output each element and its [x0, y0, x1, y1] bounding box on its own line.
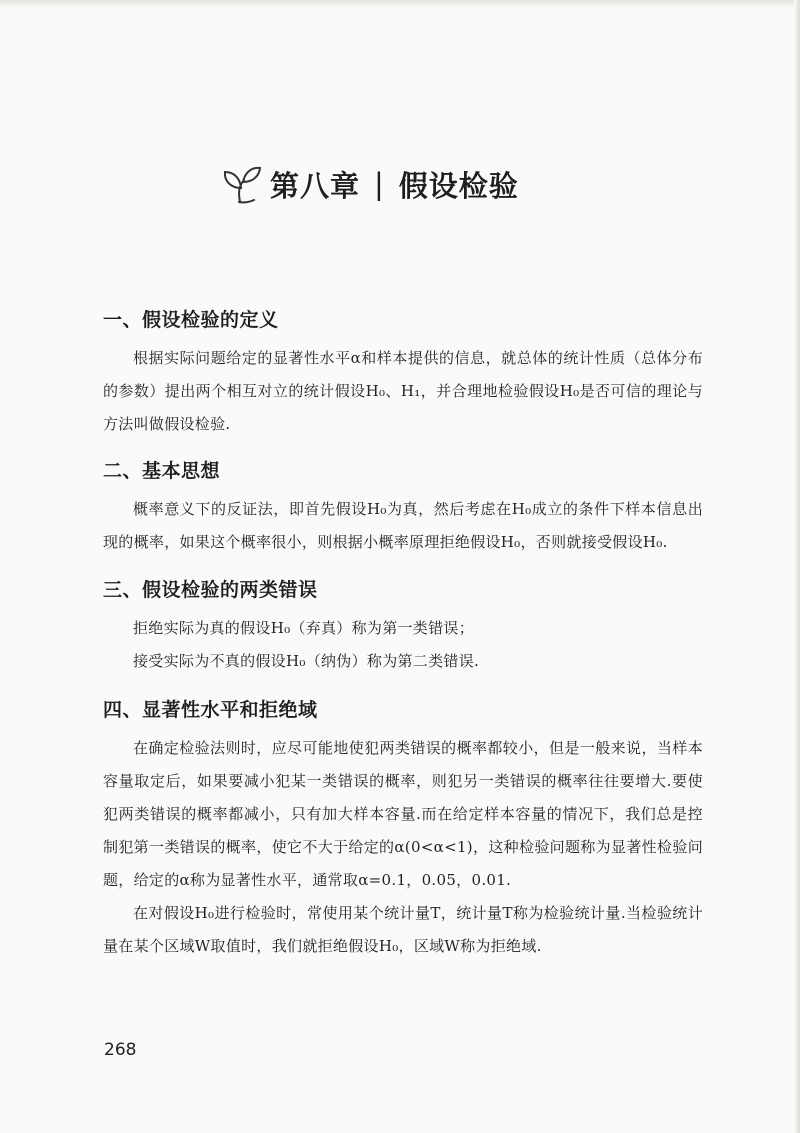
page-number: 268	[104, 1040, 137, 1060]
chapter-separator: |	[374, 167, 385, 201]
chapter-name: 假设检验	[398, 168, 519, 203]
chapter-title	[218, 162, 519, 206]
sprout-icon	[218, 162, 266, 206]
section-paragraph: 根据实际问题给定的显著性水平α和样本提供的信息，就总体的统计性质（总体分布的参数）提出两个相互对立的统计假设H₀、H₁，并合理地检验假设H₀是否可信的理论与方法叫做假设检验.	[103, 349, 703, 433]
section-paragraph: 在对假设H₀进行检验时，常使用某个统计量T，统计量T称为检验统计量.当检验统计量在某个区域W取值时，我们就拒绝假设H₀，区域W称为拒绝域.	[103, 904, 703, 955]
section-paragraph: 在确定检验法则时，应尽可能地使犯两类错误的概率都较小，但是一般来说，当样本容量取定后，如果要减小犯某一类错误的概率，则犯另一类错误的概率往往要增大.要使犯两类错误的概率都减小，只有加大样本容量.而在给定样本容量的情况下，我们总是控制犯第一类错误的概率，使它不大于给定的α(0<α<1)，这种检验问题称为显著性检验问题，给定的α称为显著性水平，通常取α=0.1，0.05，0.01.	[103, 739, 703, 889]
chapter-number: 第八章	[270, 168, 361, 203]
error-type-1: 拒绝实际为真的假设H₀（弃真）称为第一类错误；	[133, 619, 474, 637]
section-heading: 二、基本思想	[103, 460, 221, 482]
section-significance	[103, 695, 703, 963]
section-paragraph: 概率意义下的反证法，即首先假设H₀为真，然后考虑在H₀成立的条件下样本信息出现的概率，如果这个概率很小，则根据小概率原理拒绝假设H₀，否则就接受假设H₀.	[103, 500, 703, 551]
error-type-2: 接受实际为不真的假设H₀（纳伪）称为第二类错误.	[133, 652, 480, 670]
section-heading: 三、假设检验的两类错误	[103, 579, 318, 601]
scan-edge-right	[794, 0, 800, 1133]
section-basic-idea	[103, 456, 703, 559]
section-definition	[103, 305, 703, 441]
section-two-errors	[103, 575, 703, 678]
scan-edge-top	[0, 0, 800, 8]
section-heading: 四、显著性水平和拒绝域	[103, 699, 318, 721]
section-heading: 一、假设检验的定义	[103, 309, 279, 331]
